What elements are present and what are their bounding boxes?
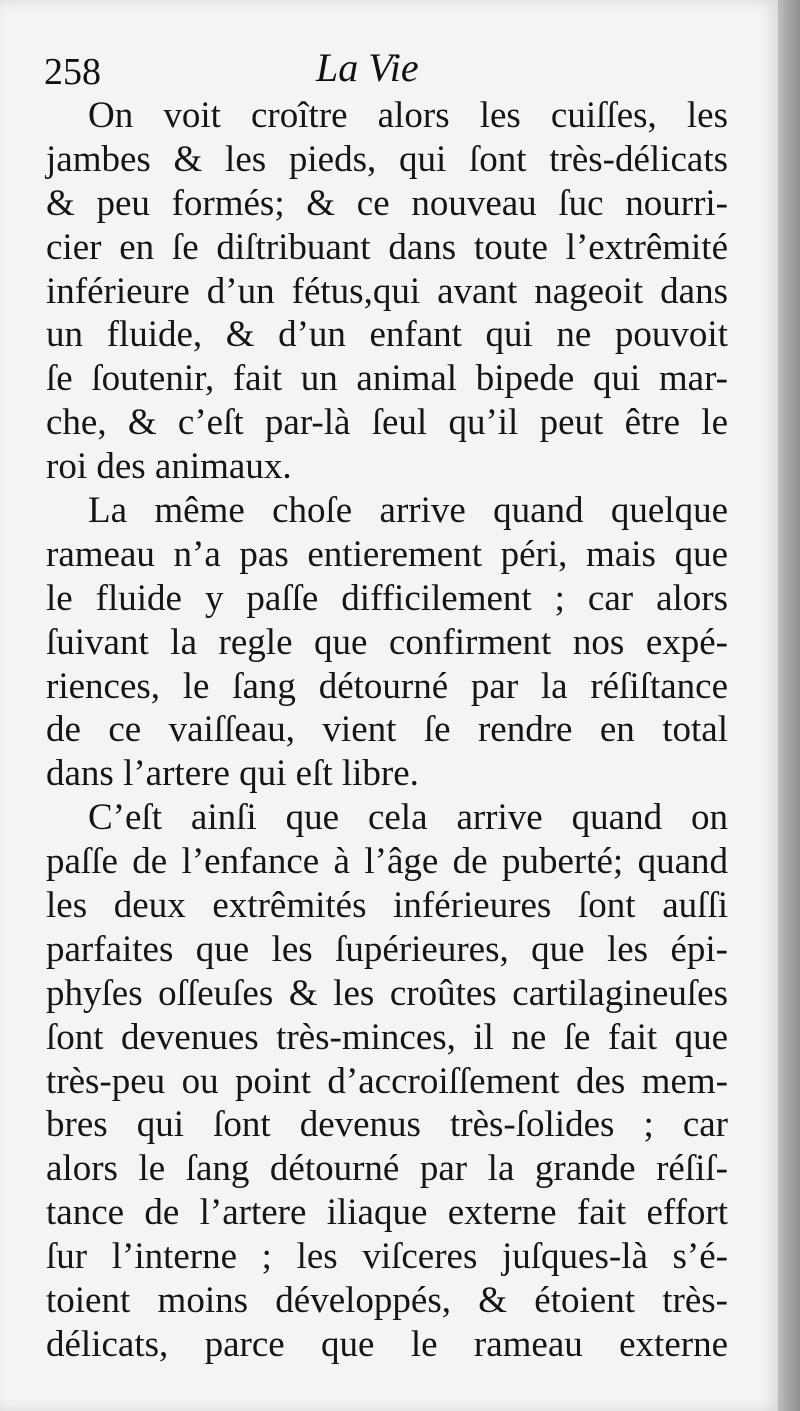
text-line: toient moins développés, & étoient très- bbox=[46, 1280, 728, 1322]
text-line: ſont devenues très-minces, il ne ſe fait que bbox=[46, 1016, 728, 1058]
text-line: ſuivant la regle que confirment nos expé- bbox=[46, 621, 728, 663]
text-line: rameau n’a pas entierement péri, mais que bbox=[46, 533, 728, 575]
text-line: les deux extrêmités inférieures ſont auſſi bbox=[46, 885, 728, 927]
text-line: de ce vaiſſeau, vient ſe rendre en total bbox=[46, 709, 728, 751]
text-line: le fluide y paſſe difficilement ; car alors bbox=[46, 577, 728, 619]
text-line: cier en ſe diſtribuant dans toute l’extrêmité bbox=[46, 226, 728, 268]
text-line: inférieure d’un fétus,qui avant nageoit dans bbox=[46, 270, 728, 312]
text-line: dans l’artere qui eſt libre. bbox=[46, 753, 419, 795]
text-line: che, & c’eſt par-là ſeul qu’il peut être le bbox=[46, 402, 728, 444]
text-line: tance de l’artere iliaque externe fait effort bbox=[46, 1192, 728, 1234]
text-line: paſſe de l’enfance à l’âge de puberté; quand bbox=[46, 841, 728, 883]
text-line: & peu formés; & ce nouveau ſuc nourri- bbox=[46, 182, 728, 224]
text-line: riences, le ſang détourné par la réſiſtance bbox=[46, 665, 728, 707]
text-line: délicats, parce que le rameau externe bbox=[46, 1323, 728, 1365]
page-number: 258 bbox=[44, 51, 101, 93]
book-gutter bbox=[778, 0, 800, 1411]
body-text bbox=[46, 94, 728, 1367]
text-line: C’eſt ainſi que cela arrive quand on bbox=[88, 797, 728, 839]
text-line: parfaites que les ſupérieures, que les épi- bbox=[46, 928, 728, 970]
text-line: très-peu ou point d’accroiſſement des mem- bbox=[46, 1060, 728, 1102]
text-line: jambes & les pieds, qui ſont très-délicats bbox=[46, 138, 728, 180]
text-line: bres qui ſont devenus très-ſolides ; car bbox=[46, 1104, 728, 1146]
text-line: On voit croître alors les cuiſſes, les bbox=[88, 95, 728, 136]
paragraph-1 bbox=[46, 94, 728, 489]
paragraph-2 bbox=[46, 489, 728, 796]
paragraph-3 bbox=[46, 796, 728, 1367]
text-line: alors le ſang détourné par la grande réſiſ- bbox=[46, 1148, 728, 1190]
text-line: roi des animaux. bbox=[46, 446, 292, 488]
text-line: un fluide, & d’un enfant qui ne pouvoit bbox=[46, 314, 728, 356]
text-line: phyſes oſſeuſes & les croûtes cartilagineuſes bbox=[46, 972, 728, 1014]
text-line: La même choſe arrive quand quelque bbox=[88, 490, 728, 532]
text-line: ſur l’interne ; les viſceres juſques-là s’é- bbox=[46, 1236, 728, 1278]
running-head: La Vie bbox=[316, 45, 419, 90]
page-header bbox=[34, 36, 734, 96]
text-line: ſe ſoutenir, fait un animal bipede qui mar- bbox=[46, 358, 728, 400]
